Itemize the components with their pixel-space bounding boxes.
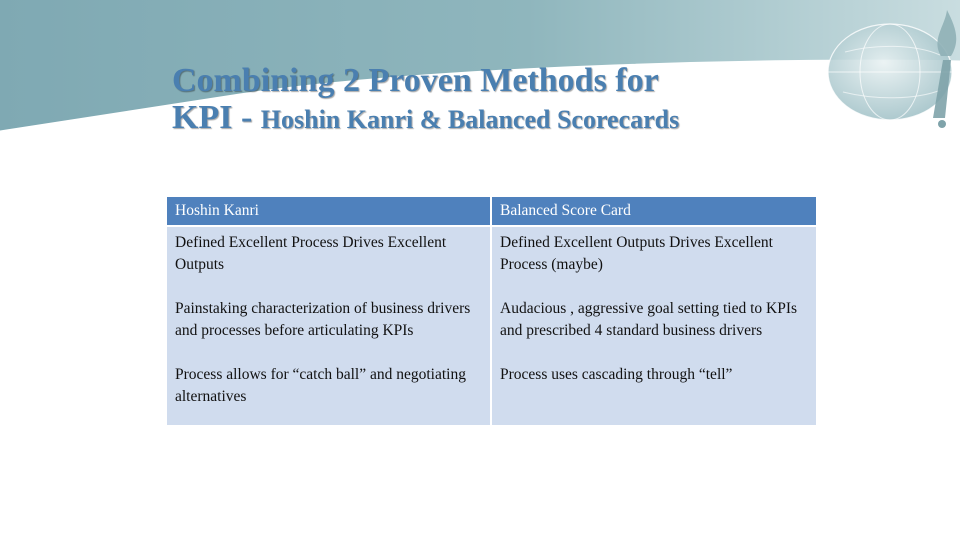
table-cell: Process uses cascading through “tell” [491,359,816,425]
header-hoshin-kanri: Hoshin Kanri [167,197,491,226]
title-line-2-prefix: KPI - [172,99,261,137]
title-line-2 [172,99,812,136]
table-cell: Painstaking characterization of business drivers and processes before articulating KPIs [167,293,491,359]
table-cell: Process allows for “catch ball” and negotiating alternatives [167,359,491,425]
title-line-2-rest: Hoshin Kanri & Balanced Scorecards [260,105,680,135]
table-cell: Audacious , aggressive goal setting tied to KPIs and prescribed 4 standard business drivers [491,293,816,359]
globe-torch-emblem-icon [805,0,960,135]
comparison-table [167,197,816,425]
slide-title [172,62,812,137]
table-row [167,293,816,359]
table-cell: Defined Excellent Outputs Drives Excellent Process (maybe) [491,226,816,293]
table-cell: Defined Excellent Process Drives Excellent Outputs [167,226,491,293]
table-row [167,226,816,293]
table-header-row [167,197,816,226]
title-line-1: Combining 2 Proven Methods for [172,62,659,99]
header-balanced-score-card: Balanced Score Card [491,197,816,226]
table-row [167,359,816,425]
